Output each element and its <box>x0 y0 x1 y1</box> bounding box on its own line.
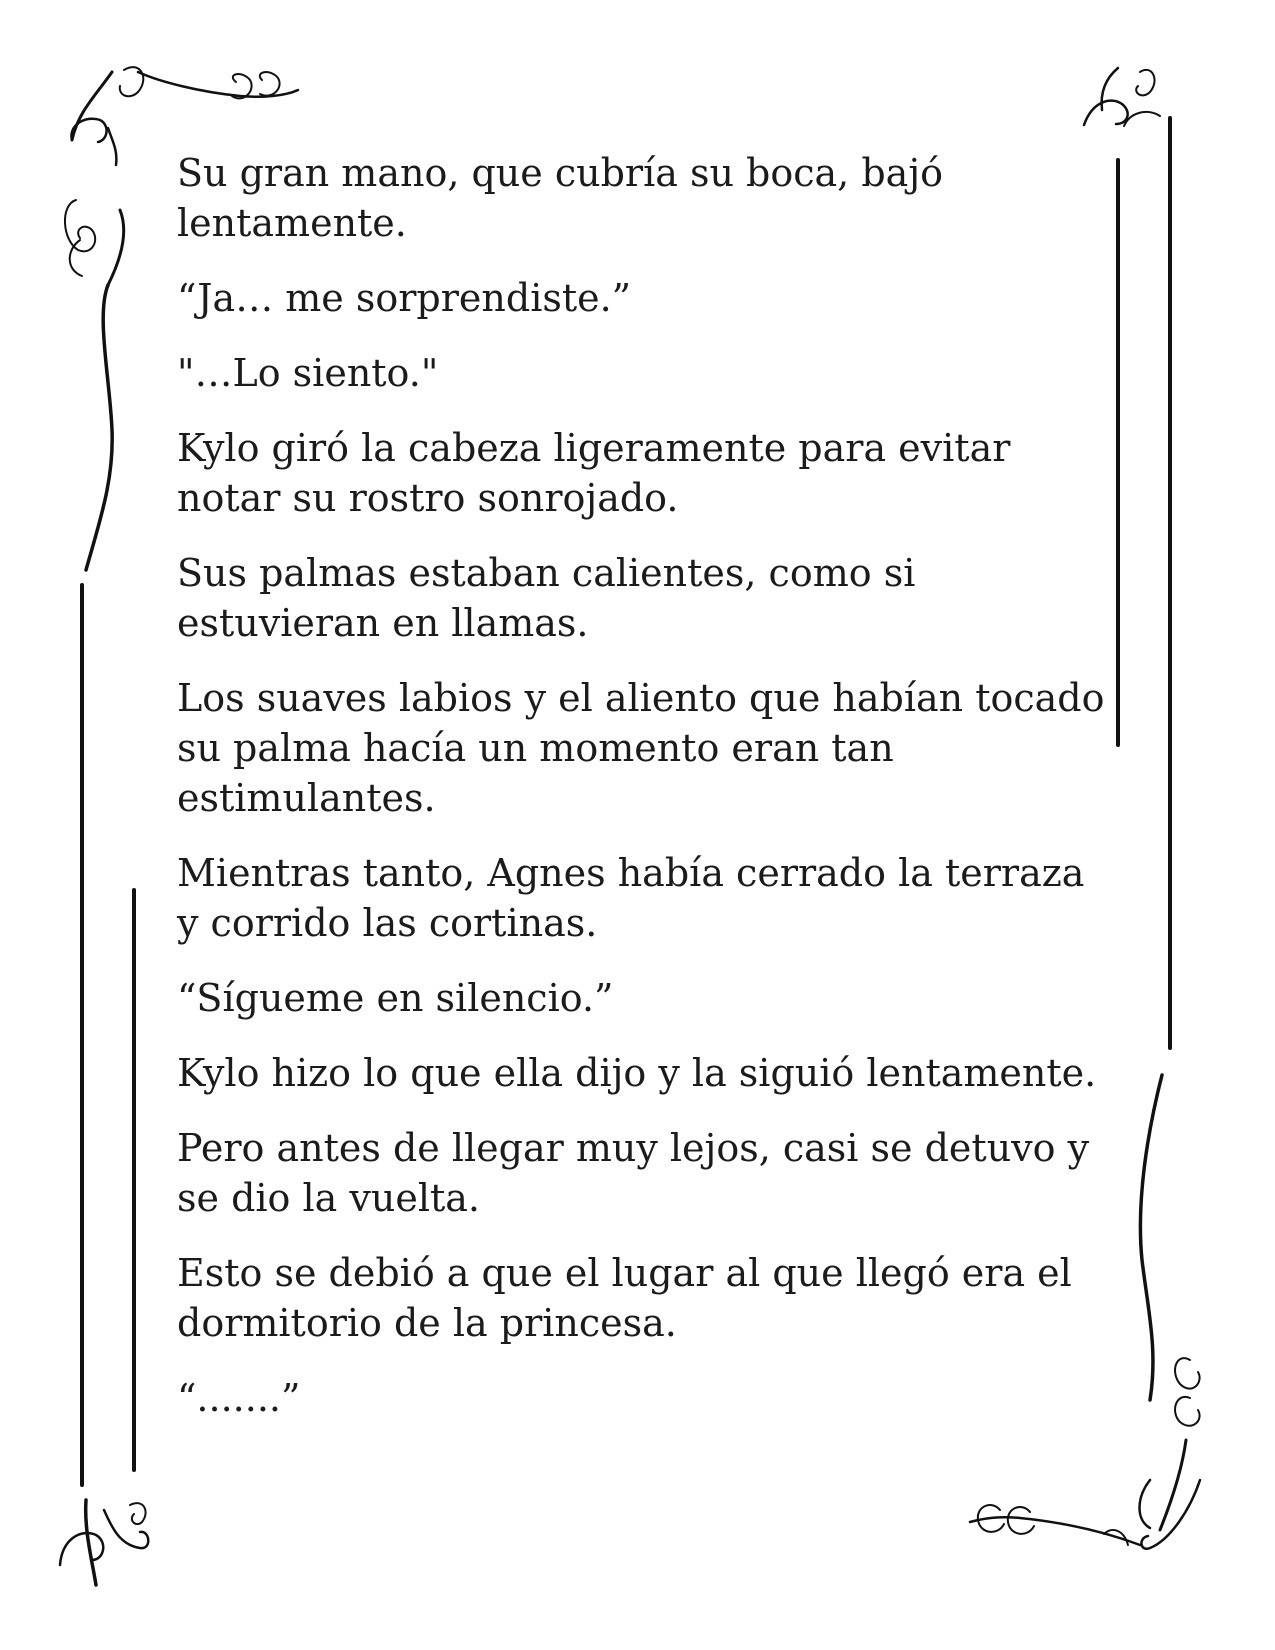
paragraph: Sus palmas estaban calientes, como si estuvieran en llamas. <box>177 551 916 645</box>
paragraph: Los suaves labios y el aliento que habían tocado su palma hacía un momento eran tan estimulantes. <box>177 676 1105 820</box>
top-right-flourish-icon <box>1084 68 1160 126</box>
paragraph: Mientras tanto, Agnes había cerrado la terraza y corrido las cortinas. <box>177 851 1085 945</box>
paragraph: Pero antes de llegar muy lejos, casi se detuvo y se dio la vuelta. <box>177 1126 1090 1220</box>
paragraph: “Sígueme en silencio.” <box>177 976 614 1020</box>
paragraph: Su gran mano, que cubría su boca, bajó lentamente. <box>177 151 943 245</box>
story-text <box>177 148 1112 1448</box>
paragraph: “Ja… me sorprendiste.” <box>177 276 632 320</box>
paragraph: "…Lo siento." <box>177 351 439 395</box>
paragraph: “.......” <box>177 1376 301 1420</box>
paragraph: Kylo hizo lo que ella dijo y la siguió lentamente. <box>177 1051 1097 1095</box>
bottom-left-flourish-icon <box>60 1500 148 1585</box>
paragraph: Esto se debió a que el lugar al que llegó era el dormitorio de la princesa. <box>177 1251 1072 1345</box>
paragraph: Kylo giró la cabeza ligeramente para evitar notar su rostro sonrojado. <box>177 426 1011 520</box>
